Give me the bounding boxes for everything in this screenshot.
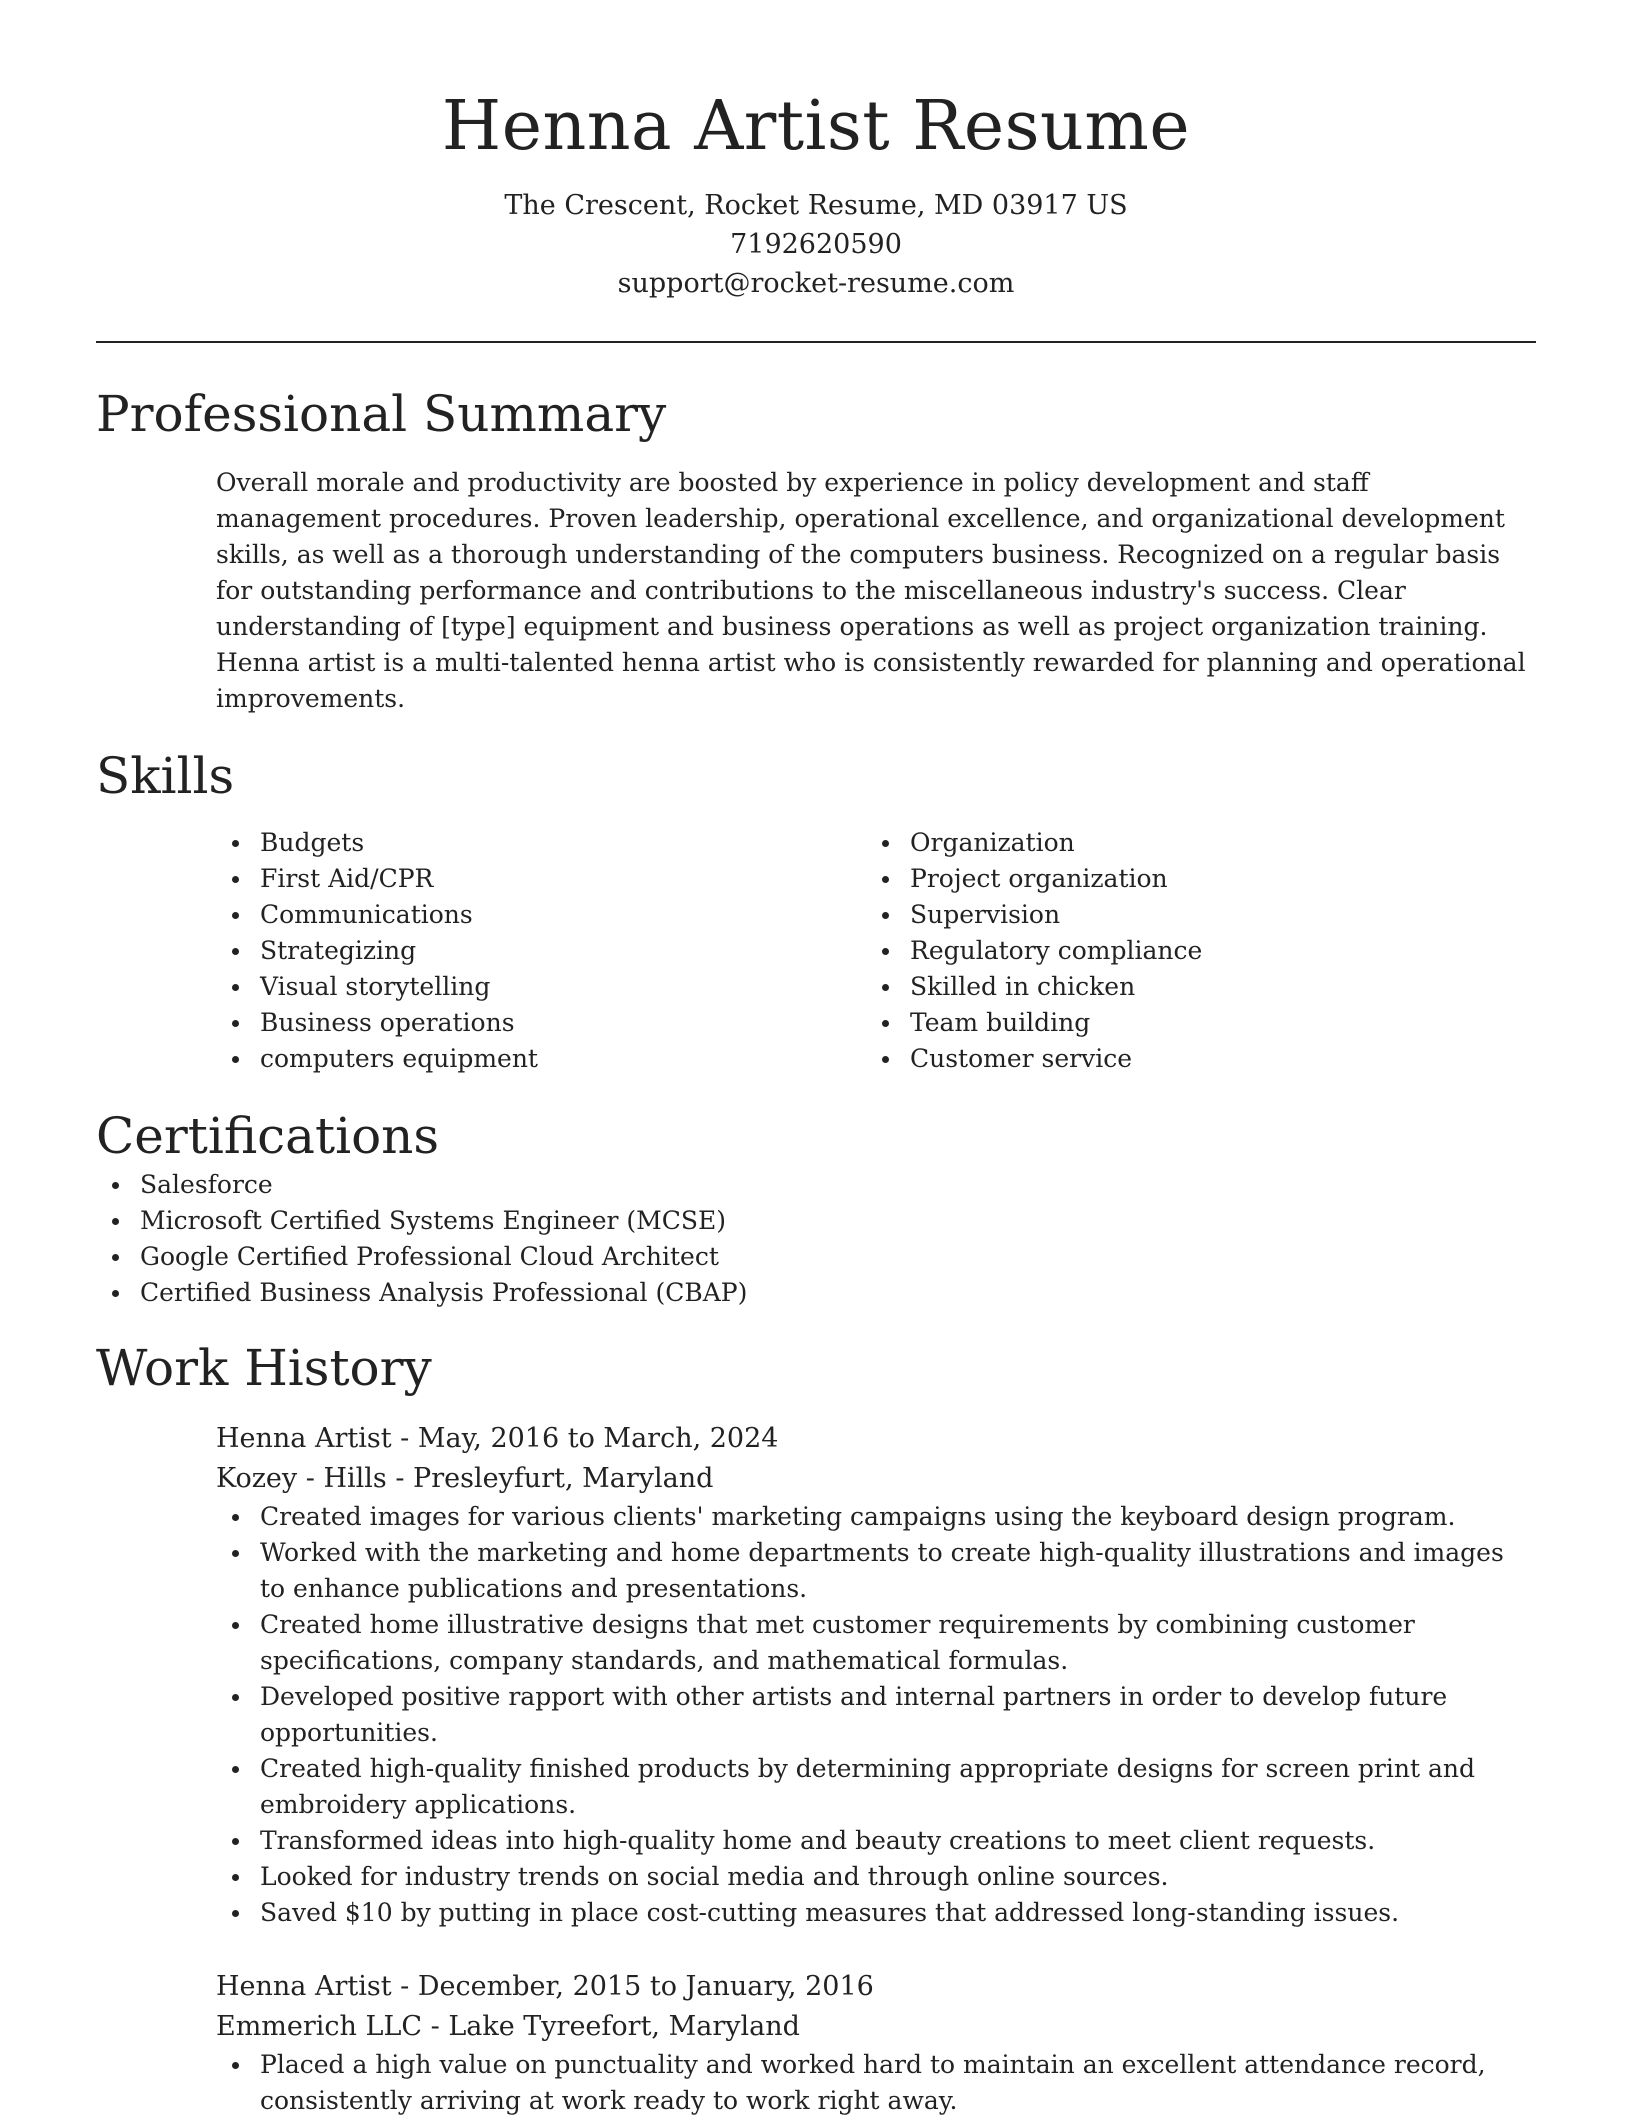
resume-page <box>96 0 1536 2119</box>
skill-item: Supervision <box>866 897 1516 933</box>
job-entry <box>216 1967 1536 2119</box>
skill-item: Regulatory compliance <box>866 933 1516 969</box>
job-bullet: Saved $10 by putting in place cost-cutting measures that addressed long-standing issues. <box>216 1895 1536 1931</box>
skills-column-left <box>216 825 866 1077</box>
job-bullet: Looked for industry trends on social media and through online sources. <box>216 1859 1536 1895</box>
certification-item: Salesforce <box>96 1167 1536 1203</box>
skill-item: Project organization <box>866 861 1516 897</box>
skill-item: Organization <box>866 825 1516 861</box>
certifications-list <box>96 1167 1536 1311</box>
certification-item: Certified Business Analysis Professional (CBAP) <box>96 1275 1536 1311</box>
skill-item: Strategizing <box>216 933 866 969</box>
resume-title: Henna Artist Resume <box>441 87 1191 166</box>
job-responsibilities <box>216 2047 1536 2119</box>
contact-email: support@rocket-resume.com <box>617 268 1015 299</box>
job-bullet: Created high-quality finished products by determining appropriate designs for screen print and embroidery applications. <box>216 1751 1536 1823</box>
contact-block <box>96 186 1536 303</box>
skills-heading: Skills <box>96 747 235 805</box>
job-bullet: Placed a high value on punctuality and worked hard to maintain an excellent attendance record, consistently arriving at work ready to work right away. <box>216 2047 1536 2119</box>
skill-item: First Aid/CPR <box>216 861 866 897</box>
job-company-line: Emmerich LLC - Lake Tyreefort, Maryland <box>216 2011 800 2042</box>
job-bullet: Created home illustrative designs that met customer requirements by combining customer specifications, company standards, and mathematical formulas. <box>216 1607 1536 1679</box>
job-role-line: Henna Artist - May, 2016 to March, 2024 <box>216 1423 779 1454</box>
skill-item: Skilled in chicken <box>866 969 1516 1005</box>
skill-item: Budgets <box>216 825 866 861</box>
job-company-line: Kozey - Hills - Presleyfurt, Maryland <box>216 1463 714 1494</box>
work-history-heading: Work History <box>96 1339 432 1397</box>
contact-address: The Crescent, Rocket Resume, MD 03917 US <box>504 190 1128 221</box>
job-bullet: Created images for various clients' marketing campaigns using the keyboard design program. <box>216 1499 1536 1535</box>
job-bullet: Developed positive rapport with other artists and internal partners in order to develop future opportunities. <box>216 1679 1536 1751</box>
skill-item: Team building <box>866 1005 1516 1041</box>
job-responsibilities <box>216 1499 1536 1931</box>
skill-item: Communications <box>216 897 866 933</box>
certification-item: Microsoft Certified Systems Engineer (MCSE) <box>96 1203 1536 1239</box>
skill-item: computers equipment <box>216 1041 866 1077</box>
contact-phone: 7192620590 <box>730 229 902 260</box>
header-divider <box>96 341 1536 343</box>
job-bullet: Transformed ideas into high-quality home and beauty creations to meet client requests. <box>216 1823 1536 1859</box>
skill-item: Business operations <box>216 1005 866 1041</box>
job-entry <box>216 1419 1536 1931</box>
summary-heading: Professional Summary <box>96 385 667 443</box>
job-role-line: Henna Artist - December, 2015 to January, 2016 <box>216 1971 874 2002</box>
job-bullet: Worked with the marketing and home departments to create high-quality illustrations and images to enhance publications and presentations. <box>216 1535 1536 1607</box>
resume-header <box>96 0 1536 303</box>
summary-text: Overall morale and productivity are boosted by experience in policy development and staff management procedures. Proven leadership, operational excellence, and organizational development skills, as well as a thorough understanding of the computers business. Recognized on a regular basis for outstanding performance and contributions to the miscellaneous industry's success. Clear understanding of [type] equipment and business operations as well as project organization training. Henna artist is a multi-talented henna artist who is consistently rewarded for planning and operational improvements. <box>216 468 1526 713</box>
skills-list <box>96 825 1536 1077</box>
certifications-heading: Certifications <box>96 1107 440 1165</box>
skill-item: Visual storytelling <box>216 969 866 1005</box>
skill-item: Customer service <box>866 1041 1516 1077</box>
skills-column-right <box>866 825 1516 1077</box>
certification-item: Google Certified Professional Cloud Architect <box>96 1239 1536 1275</box>
